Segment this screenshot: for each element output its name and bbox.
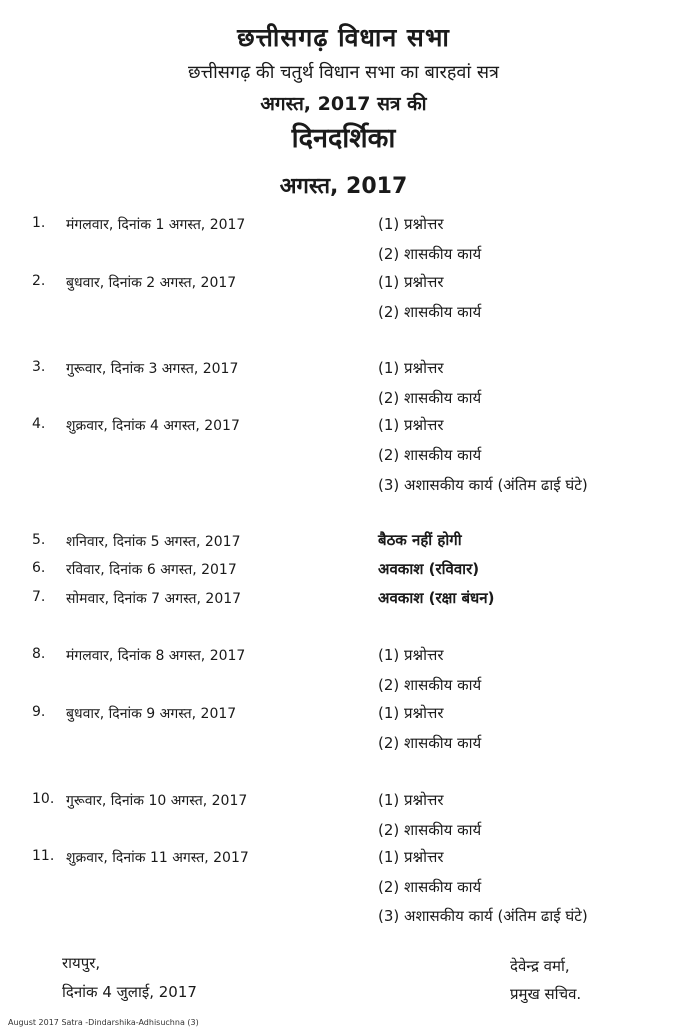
entry-agenda-item: (2) शासकीय कार्य [378, 821, 482, 839]
signatory-title: प्रमुख सचिव. [510, 985, 582, 1003]
session-month-line: अगस्त, 2017 सत्र की [260, 93, 427, 115]
entry-agenda-item: अवकाश (रक्षा बंधन) [378, 589, 495, 607]
entry-agenda-item: (2) शासकीय कार्य [378, 303, 482, 321]
entry-date: शनिवार, दिनांक 5 अगस्त, 2017 [66, 534, 241, 550]
entry-date: बुधवार, दिनांक 2 अगस्त, 2017 [66, 275, 237, 291]
session-subtitle: छत्तीसगढ़ की चतुर्थ विधान सभा का बारहवां सत्र [188, 62, 499, 83]
entry-agenda-item: (2) शासकीय कार्य [378, 245, 482, 263]
entry-agenda-item: अवकाश (रविवार) [378, 560, 480, 578]
entry-agenda-item: (1) प्रश्नोत्तर [378, 704, 444, 722]
entry-number: 10. [32, 791, 55, 807]
entry-number: 3. [32, 359, 46, 375]
entry-date: रविवार, दिनांक 6 अगस्त, 2017 [66, 562, 237, 578]
entry-agenda-item: (1) प्रश्नोत्तर [378, 359, 444, 377]
entry-agenda-item: (1) प्रश्नोत्तर [378, 791, 444, 809]
entry-date: गुरूवार, दिनांक 3 अगस्त, 2017 [66, 361, 239, 377]
entry-agenda-item: (1) प्रश्नोत्तर [378, 848, 444, 866]
entry-number: 6. [32, 560, 46, 576]
entry-number: 4. [32, 416, 46, 432]
entry-agenda-item: (2) शासकीय कार्य [378, 734, 482, 752]
entry-agenda-item: (2) शासकीय कार्य [378, 878, 482, 896]
entry-date: मंगलवार, दिनांक 1 अगस्त, 2017 [66, 217, 246, 233]
assembly-title: छत्तीसगढ़ विधान सभा [237, 23, 450, 52]
signatory-name: देवेन्द्र वर्मा, [510, 957, 570, 975]
entry-number: 11. [32, 848, 55, 864]
place-city: रायपुर, [62, 954, 101, 972]
month-heading: अगस्त, 2017 [279, 174, 408, 199]
entry-number: 7. [32, 589, 46, 605]
entry-agenda-item: (2) शासकीय कार्य [378, 676, 482, 694]
entry-date: शुक्रवार, दिनांक 11 अगस्त, 2017 [66, 850, 249, 866]
entry-agenda-item: बैठक नहीं होगी [378, 531, 462, 549]
entry-date: मंगलवार, दिनांक 8 अगस्त, 2017 [66, 648, 246, 664]
entry-date: बुधवार, दिनांक 9 अगस्त, 2017 [66, 706, 237, 722]
entry-date: शुक्रवार, दिनांक 4 अगस्त, 2017 [66, 418, 240, 434]
entry-agenda-item: (3) अशासकीय कार्य (अंतिम ढाई घंटे) [378, 907, 588, 925]
entry-number: 9. [32, 704, 46, 720]
entry-agenda-item: (3) अशासकीय कार्य (अंतिम ढाई घंटे) [378, 476, 588, 494]
entry-agenda-item: (1) प्रश्नोत्तर [378, 416, 444, 434]
issue-date: दिनांक 4 जुलाई, 2017 [62, 983, 197, 1001]
entry-agenda-item: (2) शासकीय कार्य [378, 389, 482, 407]
entry-date: सोमवार, दिनांक 7 अगस्त, 2017 [66, 591, 242, 607]
entry-date: गुरूवार, दिनांक 10 अगस्त, 2017 [66, 793, 248, 809]
entry-number: 8. [32, 646, 46, 662]
entry-agenda-item: (1) प्रश्नोत्तर [378, 215, 444, 233]
entry-number: 1. [32, 215, 46, 231]
entry-agenda-item: (1) प्रश्नोत्तर [378, 273, 444, 291]
footer-filename: August 2017 Satra -Dindarshika-Adhisuchna (3) [8, 1018, 199, 1027]
entry-number: 5. [32, 532, 46, 548]
entry-number: 2. [32, 273, 46, 289]
entry-agenda-item: (2) शासकीय कार्य [378, 446, 482, 464]
entry-agenda-item: (1) प्रश्नोत्तर [378, 646, 444, 664]
calendar-title: दिनदर्शिका [291, 123, 396, 154]
